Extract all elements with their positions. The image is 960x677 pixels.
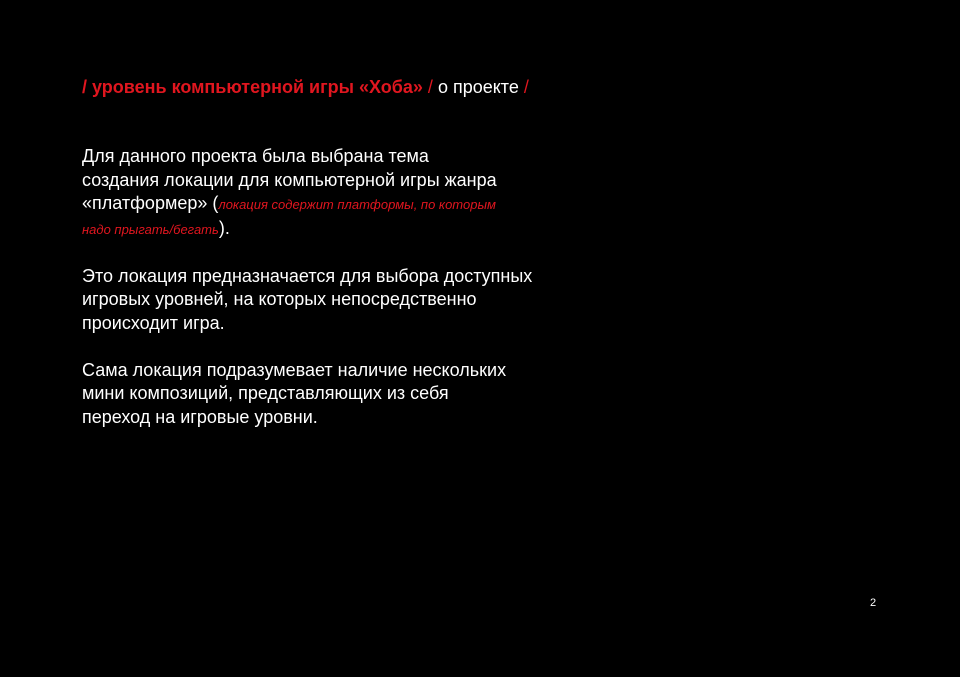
- p1-paren-open: (: [212, 193, 219, 213]
- page-number: 2: [870, 597, 877, 609]
- paragraph-2: [82, 265, 642, 336]
- p1-note-line-1: локация содержит платформы, по которым: [218, 197, 496, 212]
- p3-line-1: Сама локация подразумевает наличие нескольких: [82, 359, 507, 380]
- p1-genre: «платформер»: [82, 193, 208, 213]
- header-slash-open: /: [82, 77, 88, 97]
- header-slash-mid: /: [427, 77, 433, 97]
- header-title: уровень компьютерной игры «Хоба»: [92, 77, 423, 97]
- p1-note-line-2: надо прыгать/бегать: [82, 221, 219, 237]
- p1-line-2: создания локации для компьютерной игры жанра: [82, 169, 497, 190]
- p2-line-3: происходит игра.: [82, 312, 225, 333]
- p3-line-3: переход на игровые уровни.: [82, 406, 318, 427]
- p1-line-1: Для данного проекта была выбрана тема: [82, 146, 429, 166]
- header-section: о проекте: [437, 77, 519, 97]
- header-slash-close: /: [523, 77, 529, 97]
- p2-line-2: игровых уровней, на которых непосредственно: [82, 289, 477, 309]
- body-text: [82, 145, 642, 453]
- page-header: [82, 76, 529, 98]
- p3-line-2: мини композиций, представляющих из себя: [82, 383, 449, 403]
- paragraph-1: [82, 145, 642, 241]
- paragraph-3: [82, 359, 642, 430]
- p1-paren-close: ).: [218, 217, 230, 238]
- p2-line-1: Это локация предназначается для выбора доступных: [82, 265, 533, 286]
